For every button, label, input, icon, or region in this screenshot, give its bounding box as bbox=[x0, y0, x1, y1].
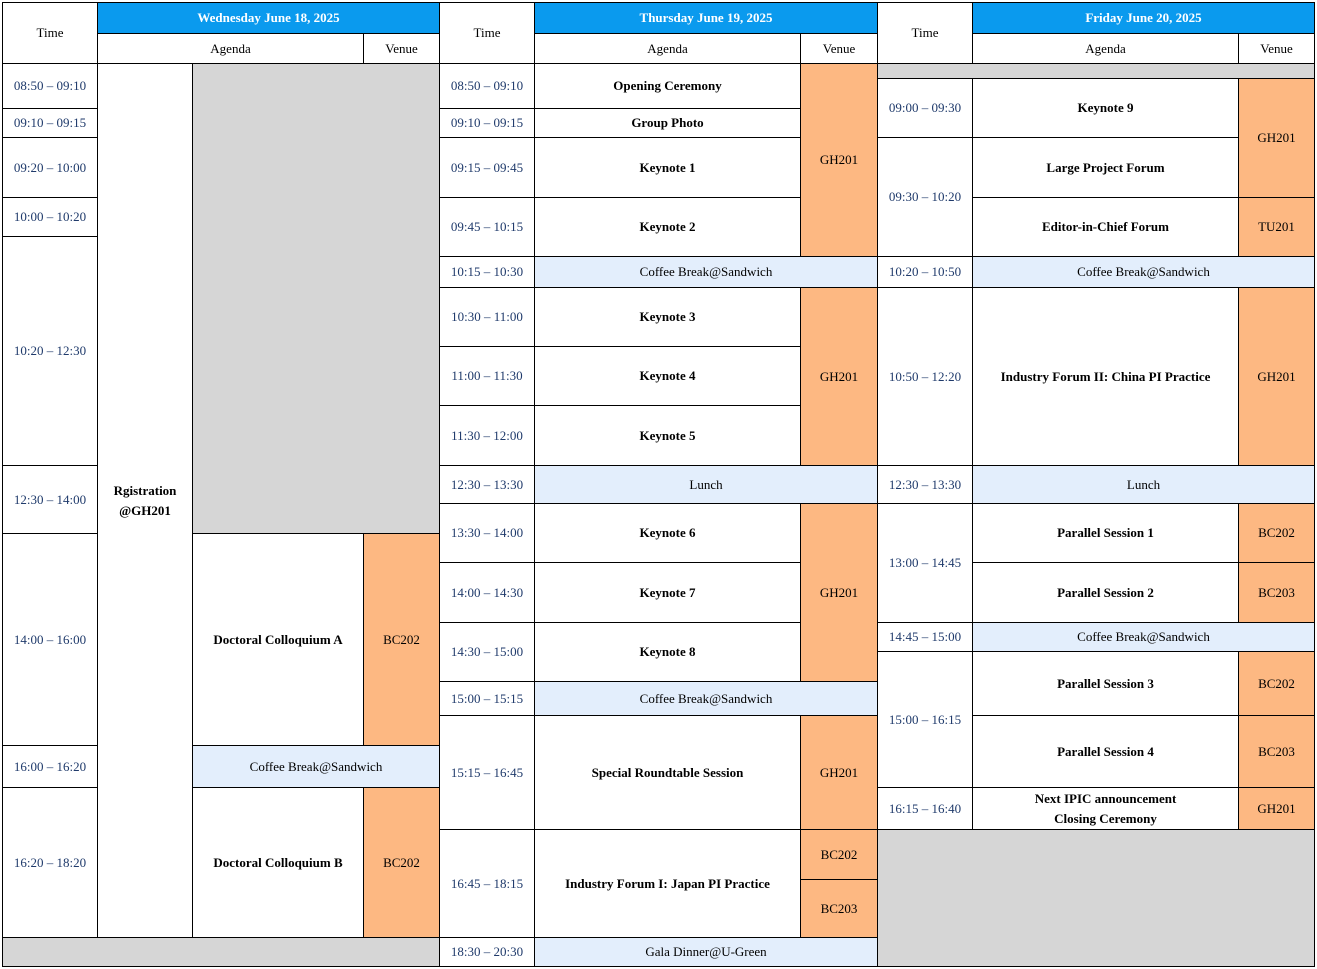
gala-dinner: Gala Dinner@U-Green bbox=[534, 937, 878, 967]
wed-time-slot: 16:20 – 18:20 bbox=[2, 787, 98, 938]
keynote-4: Keynote 4 bbox=[534, 346, 801, 406]
venue-cell: GH201 bbox=[1238, 287, 1315, 466]
fri-time-slot: 09:30 – 10:20 bbox=[877, 137, 973, 257]
coffee-break: Coffee Break@Sandwich bbox=[534, 681, 878, 716]
thu-time-slot: 12:30 – 13:30 bbox=[439, 465, 535, 504]
fri-agenda-header: Agenda bbox=[972, 33, 1239, 64]
keynote-3: Keynote 3 bbox=[534, 287, 801, 347]
closing-ceremony: Next IPIC announcement Closing Ceremony bbox=[972, 787, 1239, 830]
thu-agenda-header: Agenda bbox=[534, 33, 801, 64]
venue-cell: BC202 bbox=[363, 533, 440, 746]
wed-time-slot: 08:50 – 09:10 bbox=[2, 63, 98, 109]
keynote-5: Keynote 5 bbox=[534, 405, 801, 466]
thu-time-slot: 18:30 – 20:30 bbox=[439, 937, 535, 967]
wed-time-slot: 12:30 – 14:00 bbox=[2, 465, 98, 534]
thursday-header: Thursday June 19, 2025 bbox=[534, 2, 878, 34]
wed-time-slot: 16:00 – 16:20 bbox=[2, 745, 98, 788]
fri-time-slot: 10:50 – 12:20 bbox=[877, 287, 973, 466]
venue-cell: GH201 bbox=[800, 715, 878, 830]
venue-cell: BC202 bbox=[800, 829, 878, 880]
thu-time-header: Time bbox=[439, 2, 535, 64]
wednesday-header: Wednesday June 18, 2025 bbox=[97, 2, 440, 34]
thu-time-slot: 15:15 – 16:45 bbox=[439, 715, 535, 830]
fri-time-slot: 15:00 – 16:15 bbox=[877, 651, 973, 788]
industry-forum-japan: Industry Forum I: Japan PI Practice bbox=[534, 829, 801, 938]
fri-time-slot: 13:00 – 14:45 bbox=[877, 503, 973, 623]
coffee-break: Coffee Break@Sandwich bbox=[972, 622, 1315, 652]
wed-time-header: Time bbox=[2, 2, 98, 64]
keynote-2: Keynote 2 bbox=[534, 197, 801, 257]
coffee-break: Coffee Break@Sandwich bbox=[534, 256, 878, 288]
keynote-8: Keynote 8 bbox=[534, 622, 801, 682]
wed-empty-evening bbox=[2, 937, 440, 967]
venue-cell: BC202 bbox=[1238, 651, 1315, 716]
thu-time-slot: 09:15 – 09:45 bbox=[439, 137, 535, 198]
venue-cell: TU201 bbox=[1238, 197, 1315, 257]
venue-cell: BC202 bbox=[363, 787, 440, 938]
thu-time-slot: 15:00 – 15:15 bbox=[439, 681, 535, 716]
wed-time-slot: 09:10 – 09:15 bbox=[2, 108, 98, 138]
group-photo: Group Photo bbox=[534, 108, 801, 138]
parallel-session-3: Parallel Session 3 bbox=[972, 651, 1239, 716]
friday-header: Friday June 20, 2025 bbox=[972, 2, 1315, 34]
opening-ceremony: Opening Ceremony bbox=[534, 63, 801, 109]
venue-cell: BC203 bbox=[800, 879, 878, 938]
thu-time-slot: 10:15 – 10:30 bbox=[439, 256, 535, 288]
coffee-break: Coffee Break@Sandwich bbox=[972, 256, 1315, 288]
keynote-6: Keynote 6 bbox=[534, 503, 801, 563]
wed-agenda-header: Agenda bbox=[97, 33, 364, 64]
thu-time-slot: 16:45 – 18:15 bbox=[439, 829, 535, 938]
thu-time-slot: 08:50 – 09:10 bbox=[439, 63, 535, 109]
thu-time-slot: 11:00 – 11:30 bbox=[439, 346, 535, 406]
special-roundtable-session: Special Roundtable Session bbox=[534, 715, 801, 830]
thu-venue-header: Venue bbox=[800, 33, 878, 64]
fri-venue-header: Venue bbox=[1238, 33, 1315, 64]
venue-cell: BC203 bbox=[1238, 562, 1315, 623]
venue-cell: BC202 bbox=[1238, 503, 1315, 563]
wed-time-slot: 10:00 – 10:20 bbox=[2, 197, 98, 237]
wed-venue-header: Venue bbox=[363, 33, 440, 64]
registration-cell: Rgistration @GH201 bbox=[97, 63, 193, 938]
venue-cell: BC203 bbox=[1238, 715, 1315, 788]
parallel-session-4: Parallel Session 4 bbox=[972, 715, 1239, 788]
doctoral-colloquium-a: Doctoral Colloquium A bbox=[192, 533, 364, 746]
keynote-7: Keynote 7 bbox=[534, 562, 801, 623]
thu-time-slot: 09:45 – 10:15 bbox=[439, 197, 535, 257]
large-project-forum: Large Project Forum bbox=[972, 137, 1239, 198]
coffee-break: Coffee Break@Sandwich bbox=[192, 745, 440, 788]
fri-time-slot: 16:15 – 16:40 bbox=[877, 787, 973, 830]
thu-time-slot: 09:10 – 09:15 bbox=[439, 108, 535, 138]
lunch: Lunch bbox=[972, 465, 1315, 504]
fri-time-slot: 09:00 – 09:30 bbox=[877, 78, 973, 138]
industry-forum-china: Industry Forum II: China PI Practice bbox=[972, 287, 1239, 466]
doctoral-colloquium-b: Doctoral Colloquium B bbox=[192, 787, 364, 938]
keynote-1: Keynote 1 bbox=[534, 137, 801, 198]
fri-empty-top bbox=[877, 63, 1315, 79]
fri-time-header: Time bbox=[877, 2, 973, 64]
thu-time-slot: 10:30 – 11:00 bbox=[439, 287, 535, 347]
wed-time-slot: 09:20 – 10:00 bbox=[2, 137, 98, 198]
keynote-9: Keynote 9 bbox=[972, 78, 1239, 138]
venue-cell: GH201 bbox=[1238, 78, 1315, 198]
thu-time-slot: 11:30 – 12:00 bbox=[439, 405, 535, 466]
fri-time-slot: 14:45 – 15:00 bbox=[877, 622, 973, 652]
wed-time-slot: 10:20 – 12:30 bbox=[2, 236, 98, 466]
parallel-session-2: Parallel Session 2 bbox=[972, 562, 1239, 623]
venue-cell: GH201 bbox=[1238, 787, 1315, 830]
fri-time-slot: 10:20 – 10:50 bbox=[877, 256, 973, 288]
thu-time-slot: 13:30 – 14:00 bbox=[439, 503, 535, 563]
venue-cell: GH201 bbox=[800, 287, 878, 466]
venue-cell: GH201 bbox=[800, 503, 878, 682]
fri-empty-evening bbox=[877, 829, 1315, 967]
fri-time-slot: 12:30 – 13:30 bbox=[877, 465, 973, 504]
editor-in-chief-forum: Editor-in-Chief Forum bbox=[972, 197, 1239, 257]
thu-time-slot: 14:00 – 14:30 bbox=[439, 562, 535, 623]
wed-empty-morning bbox=[192, 63, 440, 534]
lunch: Lunch bbox=[534, 465, 878, 504]
thu-time-slot: 14:30 – 15:00 bbox=[439, 622, 535, 682]
venue-cell: GH201 bbox=[800, 63, 878, 257]
parallel-session-1: Parallel Session 1 bbox=[972, 503, 1239, 563]
wed-time-slot: 14:00 – 16:00 bbox=[2, 533, 98, 746]
